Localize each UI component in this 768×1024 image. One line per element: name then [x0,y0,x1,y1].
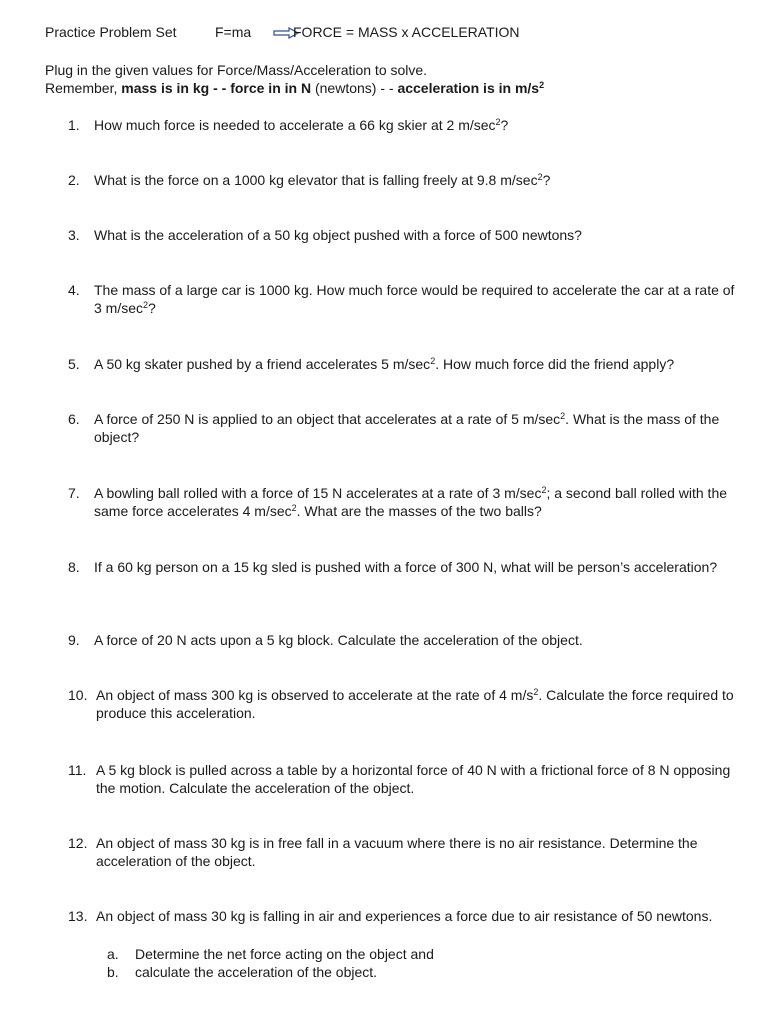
subitem-text: Determine the net force acting on the object and [135,946,434,962]
superscript: 2 [430,356,436,366]
question-number: 8. [68,559,80,575]
acceleration-unit-note: acceleration is in m/s [397,80,540,96]
superscript: 2 [560,411,566,421]
question-text-part: How much force is needed to accelerate a 66 kg skier at 2 m/sec [94,117,496,133]
question-number: 11. [68,762,87,778]
question-text-part: ? [500,117,509,133]
question-number: 3. [68,227,80,243]
question-text-part: A 50 kg skater pushed by a friend accelerates 5 m/sec [94,356,431,372]
question-text-part: What is the acceleration of a 50 kg object pushed with a force of 500 newtons? [94,227,582,243]
mass-unit-note: mass is in kg [121,80,210,96]
question-text [94,171,744,189]
formula: F=ma [215,24,252,40]
remember-line [45,79,544,97]
question-text [94,558,744,576]
question-text-part: ? [542,172,551,188]
question-number: 9. [68,632,80,648]
question-text-part: . What is the mass of the object? [94,411,720,445]
question-number: 1. [68,117,80,133]
superscript: 2 [539,80,545,90]
subitem-label: b. [107,964,119,980]
question-text-part: ? [148,300,156,316]
question-number: 5. [68,356,80,372]
formula-expanded: FORCE = MASS x ACCELERATION [293,24,520,40]
superscript: 2 [143,300,149,310]
question-number: 7. [68,485,80,501]
instruction-line: Plug in the given values for Force/Mass/Acceleration to solve. [45,62,428,78]
question-text-part: ; a second ball rolled with the same force accelerates 4 m/sec [94,485,728,519]
question-text [96,834,746,870]
question-text [94,116,744,134]
question-text-part: . How much force did the friend apply? [435,356,675,372]
question-text [94,410,744,446]
question-number: 2. [68,172,80,188]
question-text [94,226,744,244]
question-text-part: A bowling ball rolled with a force of 15 N accelerates at a rate of 3 m/sec [94,485,542,501]
question-text-part: If a 60 kg person on a 15 kg sled is pushed with a force of 300 N, what will be person’s acceleration? [94,559,718,575]
question-number: 13. [68,908,88,924]
question-text-part: The mass of a large car is 1000 kg. How much force would be required to accelerate the car at a rate of 3 m/sec [94,282,735,316]
superscript: 2 [495,117,501,127]
question-text-part: An object of mass 30 kg is falling in air and experiences a force due to air resistance of 50 newtons. [96,908,713,924]
subitem-label: a. [107,946,119,962]
question-number: 4. [68,282,80,298]
question-text-part: What is the force on a 1000 kg elevator that is falling freely at 9.8 m/sec [94,172,538,188]
question-text [94,355,744,373]
worksheet-title: Practice Problem Set [45,24,177,40]
question-text [94,281,744,317]
question-text [96,907,746,925]
question-text [96,761,746,797]
question-text-part: A 5 kg block is pulled across a table by a horizontal force of 40 N with a frictional force of 8 N opposing the motion. Calculate the acceleration of the object. [96,762,731,796]
superscript: 2 [541,485,547,495]
subitem-text: calculate the acceleration of the object. [135,964,378,980]
question-text-part: . What are the masses of the two balls? [296,503,542,519]
question-number: 10. [68,687,88,703]
superscript: 2 [537,172,543,182]
question-text-part: . Calculate the force required to produce this acceleration. [96,687,734,721]
question-text-part: An object of mass 300 kg is observed to accelerate at the rate of 4 m/s [96,687,534,703]
question-text [96,686,746,722]
force-unit-note: force in in N [230,80,312,96]
question-text [94,484,744,520]
question-text-part: A force of 250 N is applied to an object that accelerates at a rate of 5 m/sec [94,411,561,427]
instructions [45,61,544,97]
superscript: 2 [533,687,539,697]
question-number: 6. [68,411,80,427]
question-text-part: An object of mass 30 kg is in free fall in a vacuum where there is no air resistance. Determine the acceleration of the object. [96,835,698,869]
question-text [94,631,744,649]
remember-label: Remember, [45,80,122,96]
superscript: 2 [291,503,297,513]
separator: - - [209,80,231,96]
question-number: 12. [68,835,88,851]
question-text-part: A force of 20 N acts upon a 5 kg block. Calculate the acceleration of the object. [94,632,583,648]
newtons-note: (newtons) - - [311,80,398,96]
